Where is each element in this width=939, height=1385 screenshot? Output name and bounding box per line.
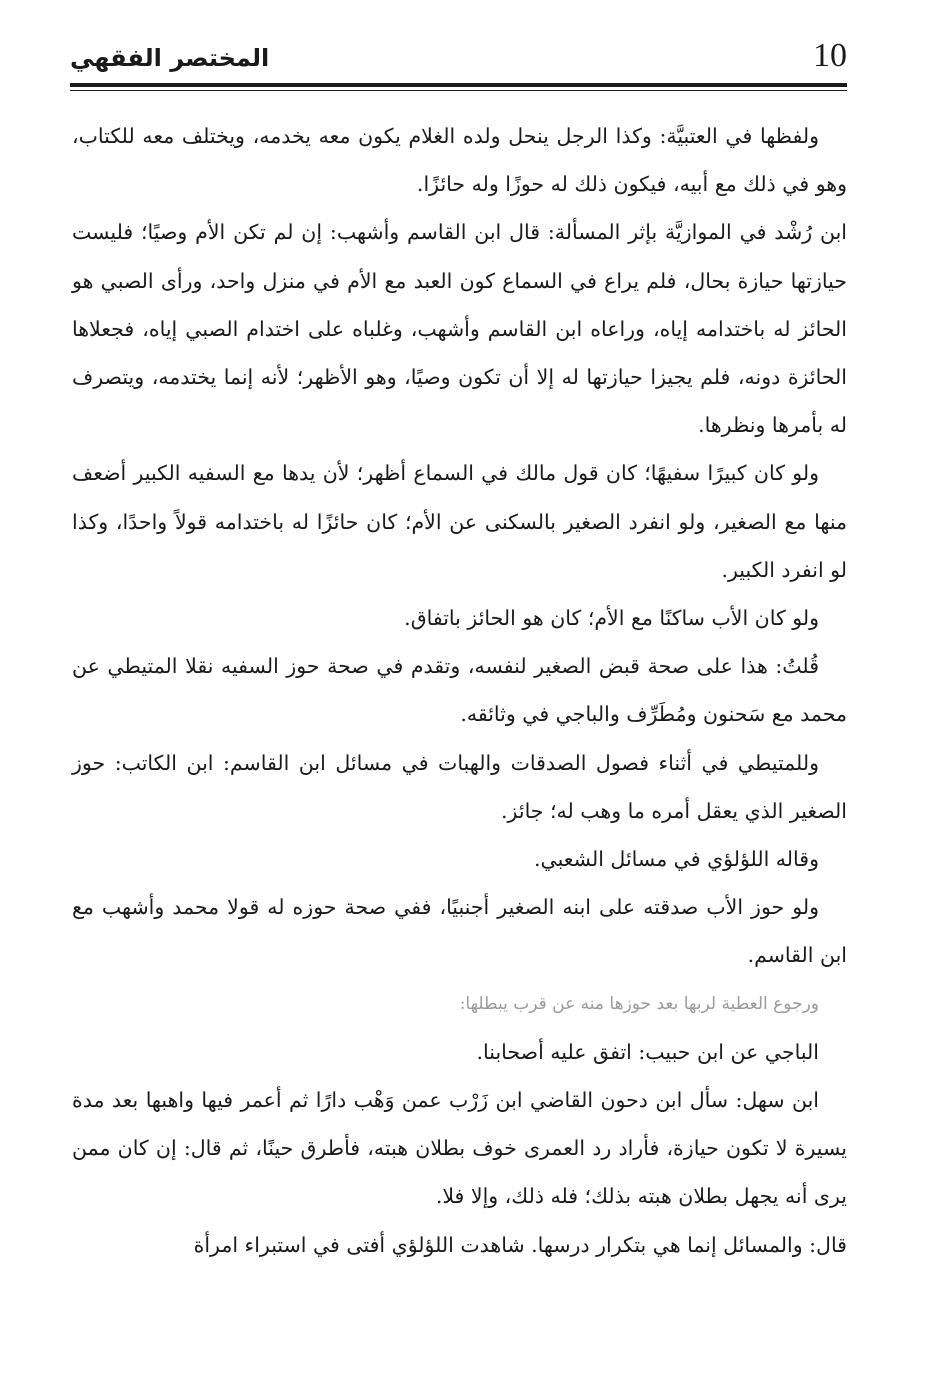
- paragraph: وقاله اللؤلؤي في مسائل الشعبي.: [534, 847, 819, 872]
- paragraph: ولو كان الأب ساكنًا مع الأم؛ كان هو الحائز باتفاق.: [404, 606, 819, 631]
- paragraph: ولفظها في العتبيَّة: وكذا الرجل ينحل ولده الغلام يكون معه يخدمه، ويختلف معه للكتاب، وهو في ذلك مع أبيه، فيكون ذلك له حوزًا وله حائزًا.: [72, 124, 847, 197]
- section-heading: ورجوع العطية لربها بعد حوزها منه عن قرب يبطلها:: [459, 993, 819, 1014]
- paragraph: ولو حوز الأب صدقته على ابنه الصغير أجنبيًا، ففي صحة حوزه له قولا محمد وأشهب مع ابن القاسم.: [72, 895, 847, 968]
- paragraph: ابن رُشْد في الموازيَّة بإثر المسألة: قال ابن القاسم وأشهب: إن لم تكن الأم وصيًا؛ فليست حيازتها حيازة بحال، فلم يراع في السماع كون العبد مع الأم في منزل واحد، ورأى الصبي هو الحائز له باختدامه إياه، وراعاه ابن القاسم وأشهب، وغلباه على اختدام الصبي إياه، فجعلاها الحائزة دونه، فلم يجيزا حيازتها له إلا أن تكون وصيًا، وهو الأظهر؛ لأنه إنما يختدمه، ويتصرف له بأمرها ونظرها.: [72, 220, 847, 438]
- paragraph: قال: والمسائل إنما هي بتكرار درسها. شاهدت اللؤلؤي أفتى في استبراء امرأة: [193, 1232, 847, 1257]
- header-rule-thick: [70, 83, 847, 87]
- running-title: المختصر الفقهي: [70, 44, 270, 72]
- paragraph: قُلتُ: هذا على صحة قبض الصغير لنفسه، وتقدم في صحة حوز السفيه نقلا المتيطي عن محمد مع سَحنون ومُطَرِّف والباجي في وثائقه.: [72, 654, 847, 727]
- page-number: 10: [813, 37, 847, 74]
- page-header: [70, 34, 847, 82]
- paragraph: ابن سهل: سأل ابن دحون القاضي ابن زَرْب عمن وَهْب دارًا ثم أعمر فيها واهبها بعد مدة يسيرة لا تكون حيازة، فأراد رد العمرى خوف بطلان هبته، فأطرق حينًا، ثم قال: إن كان ممن يرى أنه يجهل بطلان هبته بذلك؛ فله ذلك، وإلا فلا.: [72, 1088, 847, 1209]
- paragraph: ولو كان كبيرًا سفيهًا؛ كان قول مالك في السماع أظهر؛ لأن يدها مع السفيه الكبير أضعف منها مع الصغير، ولو انفرد الصغير بالسكنى عن الأم؛ كان حائزًا له باختدامه قولاً واحدًا، وكذا لو انفرد الكبير.: [72, 461, 847, 582]
- paragraph: الباجي عن ابن حبيب: اتفق عليه أصحابنا.: [476, 1039, 819, 1064]
- paragraph: وللمتيطي في أثناء فصول الصدقات والهبات في مسائل ابن القاسم: ابن الكاتب: حوز الصغير الذي يعقل أمره ما وهب له؛ جائز.: [72, 750, 847, 823]
- header-rule-thin: [70, 90, 847, 91]
- body-text: [72, 112, 847, 1269]
